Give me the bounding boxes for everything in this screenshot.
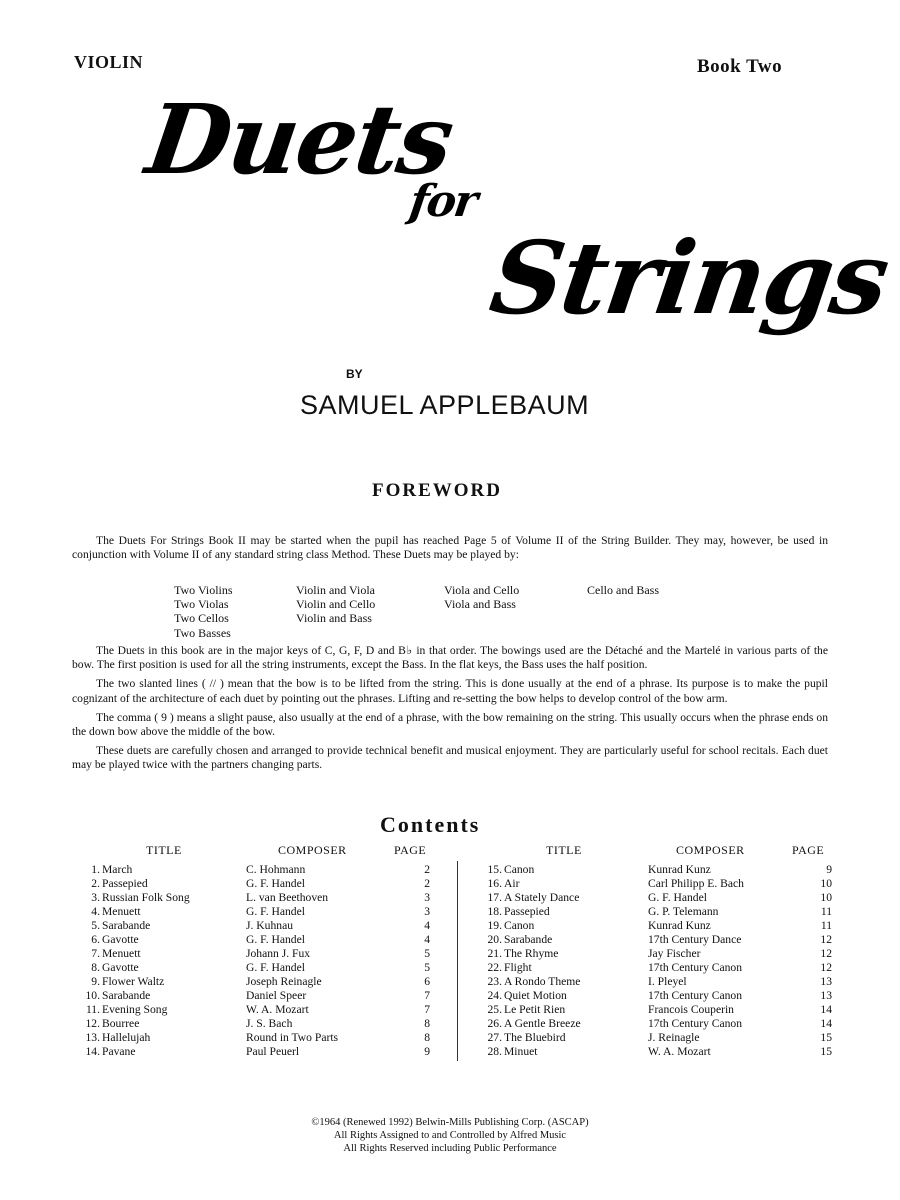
foreword-paragraph-2: The Duets in this book are in the major keys of C, G, F, D and B♭ in that order. The bowings used are the Détaché and the Martelé in various parts of the bow. The first position is used for all the string instruments, except the Bass. In the flat keys, the Bass uses the half position. xyxy=(72,644,828,672)
entry-page: 9 xyxy=(424,1045,430,1058)
entry-title: Flight xyxy=(504,961,532,974)
entry-composer: Jay Fischer xyxy=(648,947,701,960)
entry-number: 18. xyxy=(487,905,502,918)
entry-page: 9 xyxy=(826,863,832,876)
title-for: for xyxy=(406,176,480,227)
entry-number: 22. xyxy=(487,961,502,974)
contents-row xyxy=(80,877,430,891)
combo-item: Two Basses xyxy=(174,625,231,640)
contents-row xyxy=(482,989,832,1003)
entry-title: Flower Waltz xyxy=(102,975,165,988)
instrument-label: VIOLIN xyxy=(74,52,144,72)
entry-number: 8. xyxy=(91,961,100,974)
entry-composer: Daniel Speer xyxy=(246,989,307,1002)
contents-row xyxy=(80,919,430,933)
entry-page: 8 xyxy=(424,1017,430,1030)
col-header-title: TITLE xyxy=(146,843,182,857)
entry-number: 11. xyxy=(85,1003,100,1016)
entry-composer: Joseph Reinagle xyxy=(246,975,322,988)
contents-row xyxy=(482,961,832,975)
entry-composer: J. Kuhnau xyxy=(246,919,294,932)
entry-title: Evening Song xyxy=(102,1003,168,1016)
foreword-paragraph-1: The Duets For Strings Book II may be started when the pupil has reached Page 5 of Volume II of the String Builder. They may, however, be used in conjunction with Volume II of any standard string class Method. These Duets may be played by: xyxy=(72,534,828,562)
foreword-body xyxy=(72,644,828,778)
entry-title: Gavotte xyxy=(102,933,139,946)
entry-page: 5 xyxy=(424,961,430,974)
entry-title: Sarabande xyxy=(102,919,151,932)
entry-number: 19. xyxy=(487,919,502,932)
col-header-composer: COMPOSER xyxy=(278,843,347,857)
entry-page: 12 xyxy=(820,933,832,946)
contents-row xyxy=(80,933,430,947)
entry-page: 10 xyxy=(820,877,832,890)
contents-list-right xyxy=(482,863,832,1059)
contents-row xyxy=(80,1045,430,1059)
entry-number: 9. xyxy=(91,975,100,988)
author-name: SAMUEL APPLEBAUM xyxy=(300,390,590,420)
entry-title: Sarabande xyxy=(504,933,553,946)
entry-composer: Round in Two Parts xyxy=(246,1031,339,1044)
col-header-page: PAGE xyxy=(394,843,427,857)
entry-number: 15. xyxy=(487,863,502,876)
foreword-paragraph-3: The two slanted lines ( // ) mean that the bow is to be lifted from the string. This is done usually at the end of a phrase. Its purpose is to make the pupil cognizant of the architecture of each duet by pointing out the phrases. Lifting and re-setting the bow helps to develop control of the bow arm. xyxy=(72,677,828,705)
entry-composer: 17th Century Dance xyxy=(648,933,742,946)
contents-row xyxy=(80,961,430,975)
title-strings: Strings xyxy=(483,219,895,337)
contents-list-left xyxy=(80,863,430,1059)
entry-page: 10 xyxy=(820,891,832,904)
contents-row xyxy=(80,975,430,989)
entry-page: 12 xyxy=(820,961,832,974)
combo-column-2 xyxy=(296,583,375,626)
entry-composer: W. A. Mozart xyxy=(648,1045,711,1058)
contents-row xyxy=(482,891,832,905)
contents-divider xyxy=(457,861,458,1061)
contents-row xyxy=(482,947,832,961)
entry-composer: Francois Couperin xyxy=(648,1003,734,1016)
copyright-block xyxy=(200,1116,700,1155)
entry-composer: J. Reinagle xyxy=(648,1031,700,1044)
contents-row xyxy=(80,1017,430,1031)
entry-composer: J. S. Bach xyxy=(246,1017,293,1030)
contents-row xyxy=(482,863,832,877)
entry-title: Passepied xyxy=(504,905,550,918)
entry-number: 6. xyxy=(91,933,100,946)
entry-composer: I. Pleyel xyxy=(648,975,687,988)
entry-page: 3 xyxy=(424,905,430,918)
contents-row xyxy=(80,1003,430,1017)
combo-item: Violin and Bass xyxy=(296,611,372,626)
contents-row xyxy=(482,933,832,947)
contents-row xyxy=(482,877,832,891)
contents-row xyxy=(482,975,832,989)
contents-heading: Contents xyxy=(380,812,481,837)
entry-number: 4. xyxy=(91,905,100,918)
entry-page: 15 xyxy=(820,1031,832,1044)
entry-page: 8 xyxy=(424,1031,430,1044)
contents-row xyxy=(482,905,832,919)
entry-number: 25. xyxy=(487,1003,502,1016)
combo-item: Violin and Viola xyxy=(296,583,375,597)
foreword-heading: FOREWORD xyxy=(372,480,502,501)
byline-by: BY xyxy=(346,367,363,381)
combo-column-3 xyxy=(444,583,519,611)
entry-composer: G. F. Handel xyxy=(246,905,305,918)
entry-number: 1. xyxy=(91,863,100,876)
entry-number: 3. xyxy=(91,891,100,904)
entry-number: 21. xyxy=(487,947,502,960)
contents-row xyxy=(482,1003,832,1017)
book-label: Book Two xyxy=(697,56,783,77)
combo-column-1 xyxy=(174,583,233,640)
combo-item: Violin and Cello xyxy=(296,597,376,612)
entry-page: 15 xyxy=(820,1045,832,1058)
col-header-page: PAGE xyxy=(792,843,825,857)
combo-item: Cello and Bass xyxy=(587,583,659,597)
entry-title: Gavotte xyxy=(102,961,139,974)
entry-number: 2. xyxy=(91,877,100,890)
entry-title: Bourree xyxy=(102,1017,140,1030)
entry-title: Quiet Motion xyxy=(504,989,567,1002)
combo-item: Viola and Cello xyxy=(444,583,520,597)
copyright-line: ©1964 (Renewed 1992) Belwin-Mills Publishing Corp. (ASCAP) xyxy=(311,1117,589,1128)
entry-composer: Johann J. Fux xyxy=(246,947,311,960)
entry-title: Minuet xyxy=(504,1045,538,1058)
entry-title: Pavane xyxy=(102,1045,136,1058)
entry-composer: L. van Beethoven xyxy=(246,891,329,904)
contents-row xyxy=(80,1031,430,1045)
entry-composer: W. A. Mozart xyxy=(246,1003,309,1016)
entry-title: Canon xyxy=(504,919,535,932)
entry-page: 5 xyxy=(424,947,430,960)
entry-number: 10. xyxy=(85,989,100,1002)
entry-composer: Kunrad Kunz xyxy=(648,863,711,876)
foreword-paragraph-4: The comma ( 9 ) means a slight pause, also usually at the end of a phrase, with the bow remaining on the string. This usually occurs when the phrase ends on the down bow above the middle of the bow. xyxy=(72,710,828,739)
entry-composer: G. F. Handel xyxy=(648,891,707,904)
entry-title: A Stately Dance xyxy=(504,891,580,904)
combo-column-4 xyxy=(587,583,659,597)
entry-title: Le Petit Rien xyxy=(504,1003,566,1016)
entry-composer: G. F. Handel xyxy=(246,877,305,890)
entry-number: 28. xyxy=(487,1045,502,1058)
entry-title: Passepied xyxy=(102,877,148,890)
entry-number: 23. xyxy=(487,975,502,988)
entry-title: The Bluebird xyxy=(504,1031,566,1044)
entry-number: 26. xyxy=(487,1017,502,1030)
contents-row xyxy=(80,891,430,905)
entry-page: 13 xyxy=(820,975,832,988)
entry-composer: G. F. Handel xyxy=(246,961,305,974)
entry-title: Menuett xyxy=(102,947,141,960)
entry-page: 4 xyxy=(424,933,430,946)
contents-row xyxy=(482,1031,832,1045)
entry-composer: 17th Century Canon xyxy=(648,989,743,1002)
entry-composer: Carl Philipp E. Bach xyxy=(648,877,744,890)
entry-composer: C. Hohmann xyxy=(246,863,306,876)
entry-title: March xyxy=(102,863,133,876)
entry-page: 3 xyxy=(424,891,430,904)
contents-row xyxy=(482,1045,832,1059)
entry-page: 4 xyxy=(424,919,430,932)
entry-page: 11 xyxy=(820,919,832,932)
entry-number: 20. xyxy=(487,933,502,946)
entry-number: 13. xyxy=(85,1031,100,1044)
combo-item: Viola and Bass xyxy=(444,597,516,612)
entry-title: Sarabande xyxy=(102,989,151,1002)
entry-page: 2 xyxy=(424,877,430,890)
entry-page: 12 xyxy=(820,947,832,960)
entry-composer: G. F. Handel xyxy=(246,933,305,946)
entry-page: 13 xyxy=(820,989,832,1002)
contents-row xyxy=(80,947,430,961)
entry-title: Menuett xyxy=(102,905,141,918)
contents-row xyxy=(80,863,430,877)
entry-page: 11 xyxy=(820,905,832,918)
contents-row xyxy=(482,1017,832,1031)
contents-row xyxy=(80,905,430,919)
instrument-combinations xyxy=(174,583,734,641)
entry-number: 27. xyxy=(487,1031,502,1044)
contents-row xyxy=(80,989,430,1003)
entry-title: A Rondo Theme xyxy=(504,975,581,988)
contents-row xyxy=(482,919,832,933)
rights-reserved-line: All Rights Reserved including Public Performance xyxy=(343,1143,557,1154)
entry-page: 2 xyxy=(424,863,430,876)
foreword-paragraph-5: These duets are carefully chosen and arranged to provide technical benefit and musical enjoyment. They are particularly useful for school recitals. Each duet may be played twice with the partners changing parts. xyxy=(72,744,828,772)
foreword-intro xyxy=(72,534,828,567)
entry-number: 16. xyxy=(487,877,502,890)
entry-page: 6 xyxy=(424,975,430,988)
entry-number: 24. xyxy=(487,989,502,1002)
combo-item: Two Violas xyxy=(174,597,229,612)
entry-page: 14 xyxy=(820,1017,832,1030)
entry-composer: Paul Peuerl xyxy=(246,1045,300,1058)
entry-composer: 17th Century Canon xyxy=(648,961,743,974)
rights-assigned-line: All Rights Assigned to and Controlled by Alfred Music xyxy=(333,1130,567,1141)
entry-page: 14 xyxy=(820,1003,832,1016)
entry-title: Russian Folk Song xyxy=(102,891,190,904)
combo-item: Two Violins xyxy=(174,583,233,597)
entry-title: Hallelujah xyxy=(102,1031,151,1044)
col-header-title: TITLE xyxy=(546,843,582,857)
col-header-composer: COMPOSER xyxy=(676,843,745,857)
entry-title: A Gentle Breeze xyxy=(504,1017,581,1030)
title-duets: Duets xyxy=(140,83,459,196)
combo-item: Two Cellos xyxy=(174,611,229,626)
entry-number: 17. xyxy=(487,891,502,904)
entry-composer: G. P. Telemann xyxy=(648,905,719,918)
entry-title: Air xyxy=(504,877,520,890)
entry-title: The Rhyme xyxy=(504,947,559,960)
entry-number: 14. xyxy=(85,1045,100,1058)
entry-title: Canon xyxy=(504,863,535,876)
entry-composer: 17th Century Canon xyxy=(648,1017,743,1030)
entry-number: 7. xyxy=(91,947,100,960)
entry-composer: Kunrad Kunz xyxy=(648,919,711,932)
entry-number: 5. xyxy=(91,919,100,932)
entry-page: 7 xyxy=(424,989,430,1002)
entry-number: 12. xyxy=(85,1017,100,1030)
entry-page: 7 xyxy=(424,1003,430,1016)
